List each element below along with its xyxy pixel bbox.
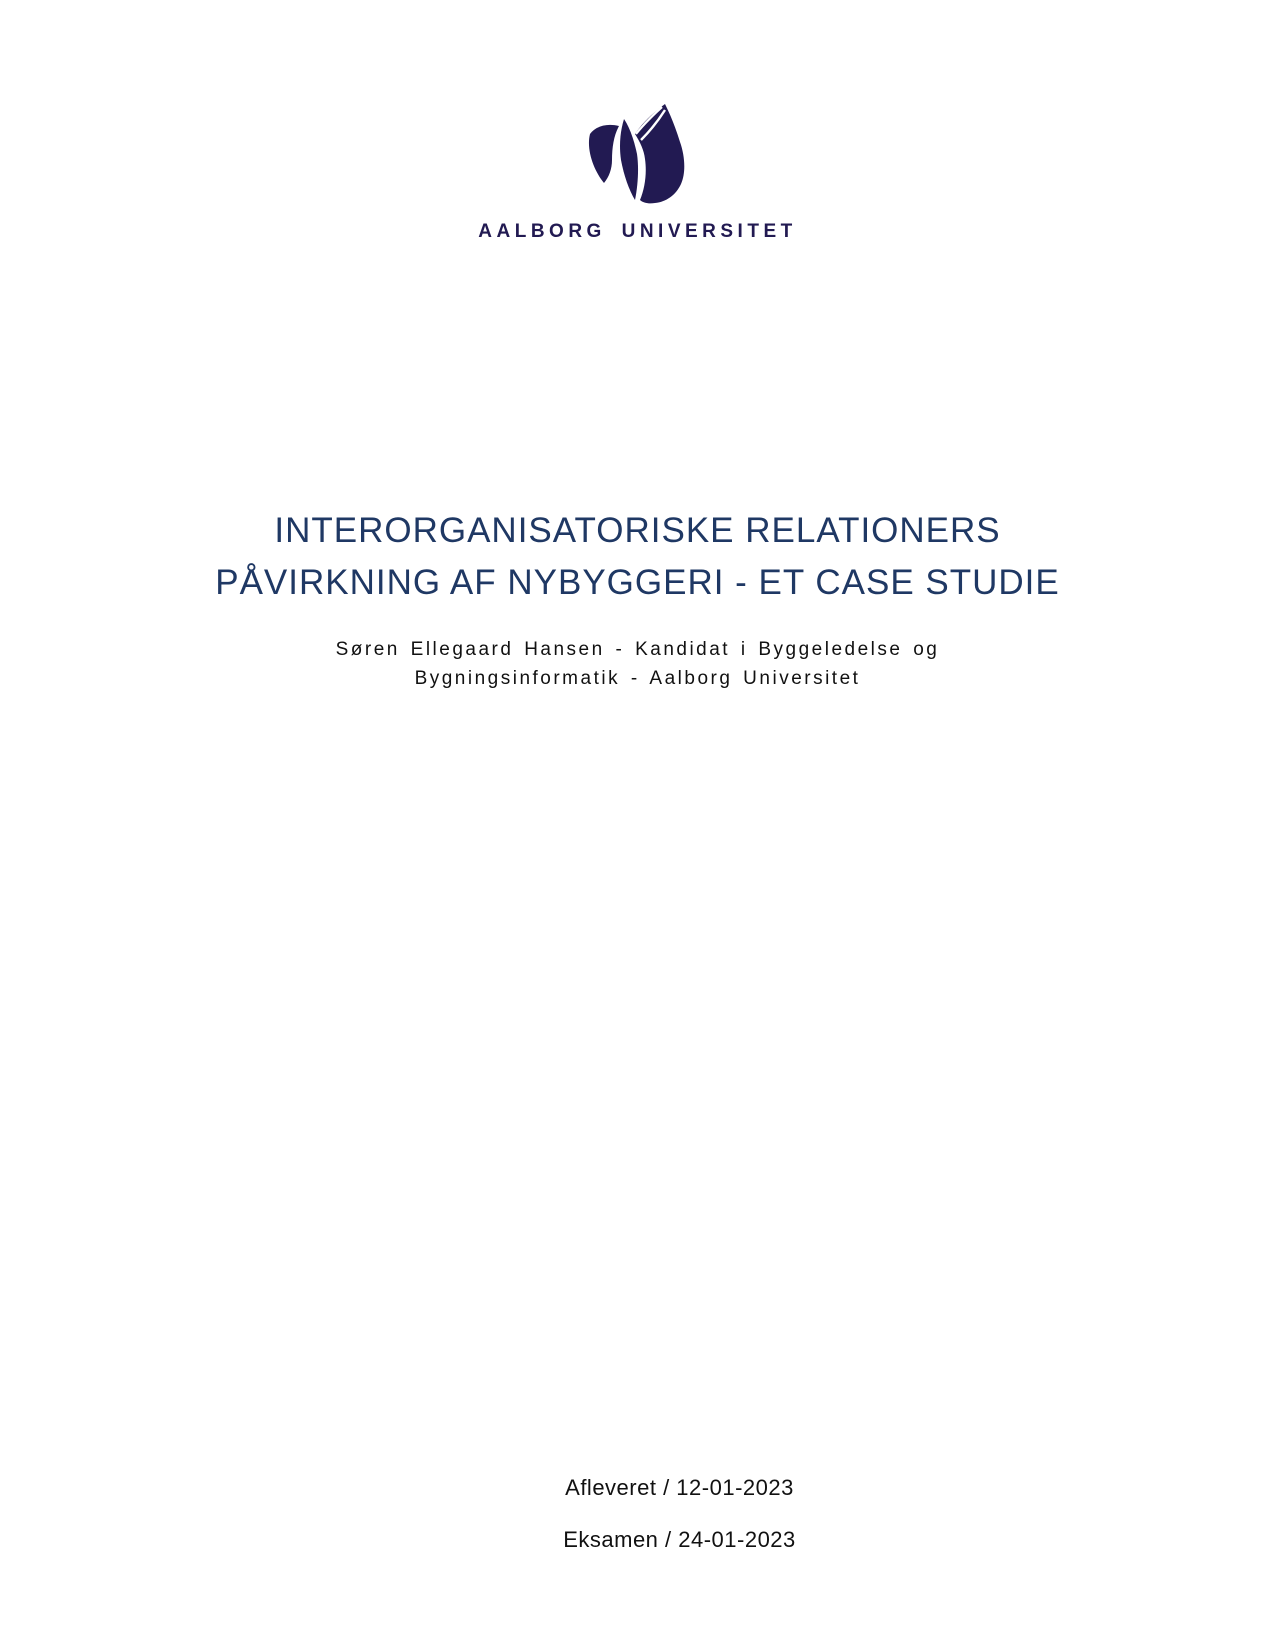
- exam-date: Eksamen / 24-01-2023: [563, 1527, 796, 1552]
- aalborg-university-logo-icon: [573, 90, 703, 220]
- author-subtitle-line2: Bygningsinformatik - Aalborg Universitet: [414, 668, 861, 689]
- submission-date: Afleveret / 12-01-2023: [565, 1475, 794, 1500]
- thesis-title-line1: INTERORGANISATORISKE RELATIONERS: [274, 511, 1001, 550]
- author-subtitle: [0, 635, 1275, 693]
- date-block: [42, 1475, 1275, 1553]
- thesis-title-line2: PÅVIRKNING AF NYBYGGERI - ET CASE STUDIE: [215, 563, 1060, 602]
- author-subtitle-line1: Søren Ellegaard Hansen - Kandidat i Byggeledelse og: [335, 639, 940, 660]
- thesis-title: [0, 505, 1275, 609]
- university-wordmark: AALBORG UNIVERSITET: [478, 221, 797, 242]
